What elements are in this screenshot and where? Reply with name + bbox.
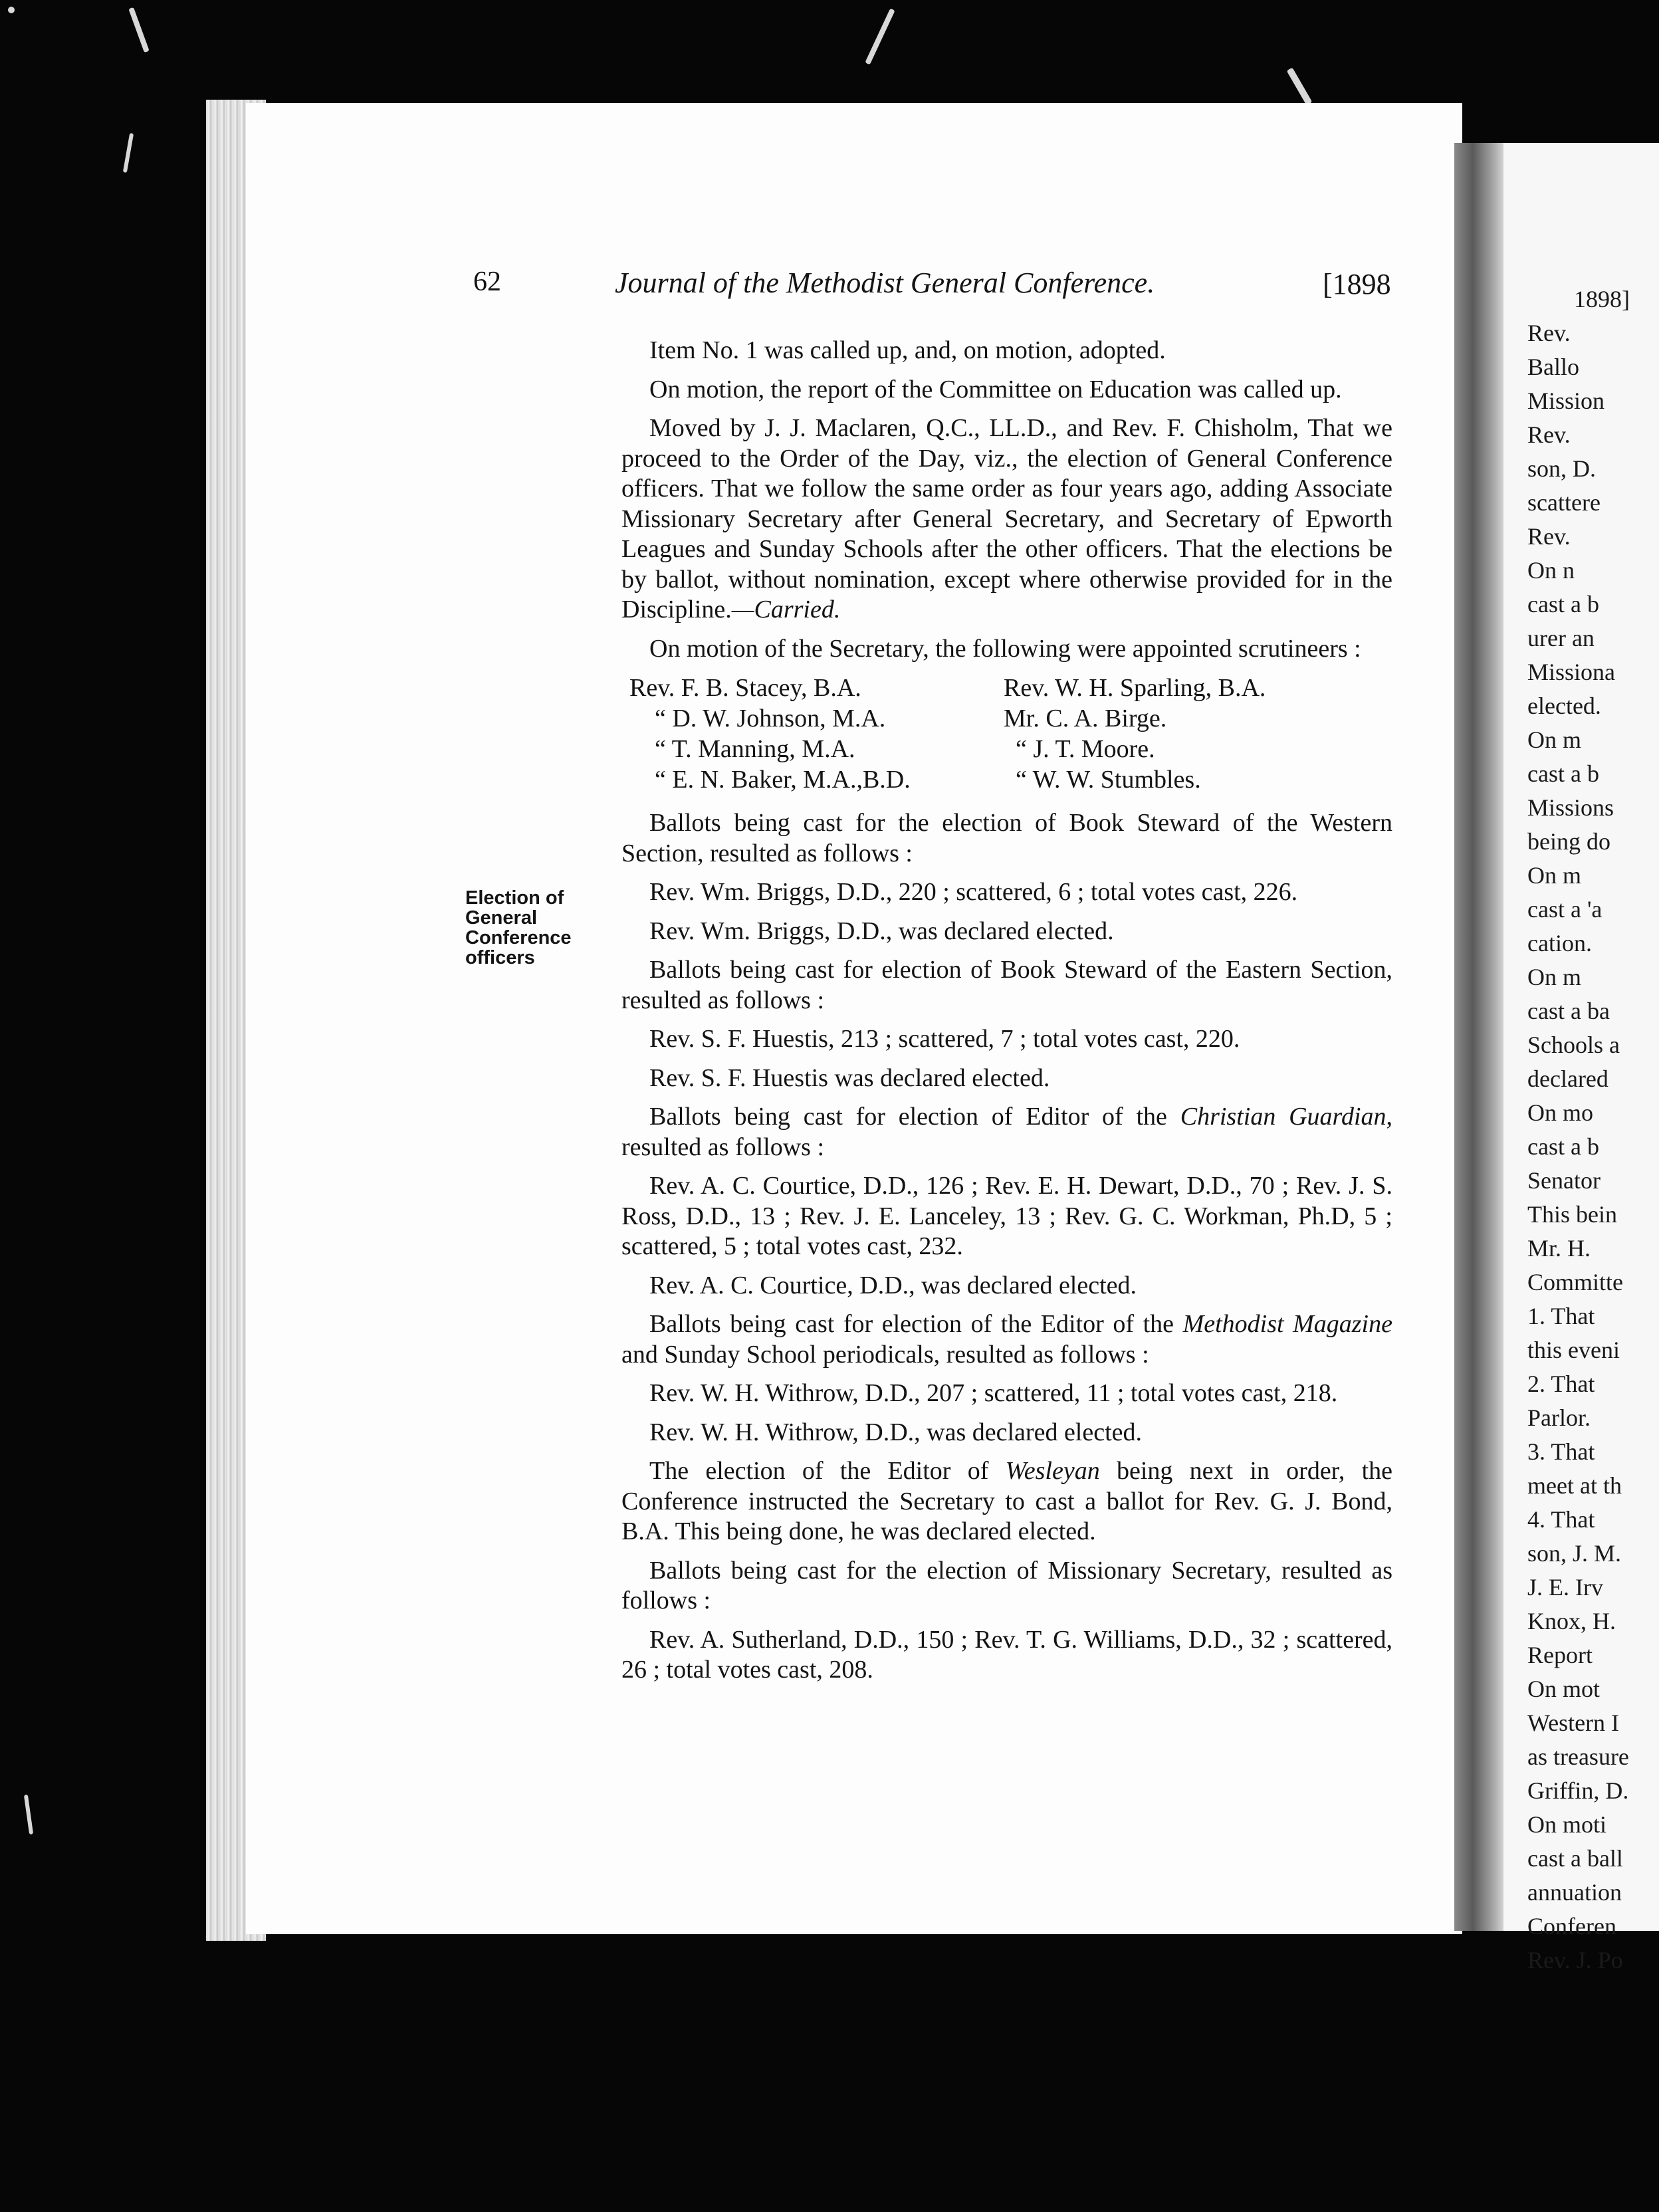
facing-page bbox=[1503, 143, 1659, 1973]
film-scratch bbox=[1287, 68, 1313, 106]
publication-title: Methodist Magazine bbox=[1182, 1310, 1392, 1338]
publication-title: Wesleyan bbox=[1005, 1457, 1100, 1485]
paragraph-text: Moved by J. J. Maclaren, Q.C., LL.D., and Rev. F. Chisholm, That we proceed to the Order of the Day, viz., the election of General Conference officers. That we follow the same order as four years ago, adding Associate Missionary Secretary after General Secretary, and Secretary of Epworth Leagues and Sunday Schools after the other officers. That the elections be by ballot, without nomination, except where otherwise provided for in the Discipline. bbox=[621, 414, 1392, 623]
facing-page-line: On n bbox=[1527, 557, 1575, 584]
scrutineer: “ W. W. Stumbles. bbox=[1016, 766, 1201, 794]
margin-note-line: officers bbox=[465, 947, 535, 968]
paragraph: Rev. S. F. Huestis, 213 ; scattered, 7 ; total votes cast, 220. bbox=[649, 1025, 1240, 1053]
facing-page-line: urer an bbox=[1527, 625, 1595, 651]
facing-page-line: meet at th bbox=[1527, 1472, 1622, 1499]
paragraph-text: being next in order, the Conference instructed the Secretary to cast a ballot for Rev. G. J. Bond, B.A. This being done, he was declared elected. bbox=[621, 1457, 1392, 1545]
film-scratch bbox=[24, 1795, 33, 1834]
facing-page-line: Mr. H. bbox=[1527, 1235, 1591, 1262]
facing-page-line: On mo bbox=[1527, 1099, 1593, 1126]
facing-page-line: son, D. bbox=[1527, 455, 1597, 482]
facing-page-line: Senator bbox=[1527, 1167, 1601, 1194]
facing-page-line: Western I bbox=[1527, 1710, 1620, 1736]
paragraph: Item No. 1 was called up, and, on motion, adopted. bbox=[649, 336, 1166, 364]
scrutineers-right-column bbox=[1004, 673, 1266, 795]
facing-page-line: Committe bbox=[1527, 1269, 1623, 1295]
margin-note bbox=[465, 888, 598, 968]
facing-page-line: this eveni bbox=[1527, 1337, 1620, 1363]
facing-page-line: J. E. Irv bbox=[1527, 1574, 1603, 1601]
paragraph: Rev. A. C. Courtice, D.D., was declared elected. bbox=[649, 1271, 1137, 1299]
publication-title: Christian Guardian bbox=[1180, 1103, 1386, 1131]
facing-page-line: Rev. bbox=[1527, 421, 1571, 448]
facing-page-line: On m bbox=[1527, 964, 1581, 990]
facing-page-line: elected. bbox=[1527, 693, 1601, 719]
scrutineer: “ T. Manning, M.A. bbox=[655, 735, 855, 763]
scrutineer: “ E. N. Baker, M.A.,B.D. bbox=[655, 766, 911, 794]
facing-page-line: cast a b bbox=[1527, 591, 1599, 617]
paragraph-text: Ballots being cast for election of the Editor of the bbox=[649, 1310, 1183, 1338]
paragraph: Rev. W. H. Withrow, D.D., 207 ; scattered, 11 ; total votes cast, 218. bbox=[649, 1379, 1338, 1407]
body-text bbox=[621, 336, 1392, 1694]
paragraph: On motion, the report of the Committee on Education was called up. bbox=[649, 375, 1342, 403]
facing-page-line: Report bbox=[1527, 1642, 1593, 1668]
book-gutter bbox=[1454, 143, 1507, 1931]
paragraph: Rev. Wm. Briggs, D.D., was declared elected. bbox=[649, 917, 1114, 945]
facing-page-line: as treasure bbox=[1527, 1743, 1629, 1770]
film-scratch bbox=[128, 7, 149, 53]
page-number: 62 bbox=[473, 267, 501, 297]
film-scratch bbox=[865, 9, 895, 65]
paragraph-text: , resulted as follows : bbox=[621, 1103, 1392, 1161]
running-year: [1898 bbox=[1323, 268, 1391, 300]
paragraph: Rev. Wm. Briggs, D.D., 220 ; scattered, 6 ; total votes cast, 226. bbox=[649, 878, 1298, 906]
facing-page-line: Rev. bbox=[1527, 523, 1571, 550]
margin-note-line: General bbox=[465, 907, 537, 929]
facing-page-line: On mot bbox=[1527, 1676, 1601, 1702]
facing-page-text bbox=[1503, 143, 1659, 1973]
paragraph: Ballots being cast for the election of Book Steward of the Western Section, resulted as follows : bbox=[621, 809, 1392, 867]
paragraph: Rev. S. F. Huestis was declared elected. bbox=[649, 1063, 1050, 1092]
facing-page-line: Schools a bbox=[1527, 1032, 1620, 1058]
paragraph-text: The election of the Editor of bbox=[649, 1457, 1006, 1485]
facing-page-line: Conferen bbox=[1527, 1913, 1616, 1939]
facing-page-line: 2. That bbox=[1527, 1371, 1595, 1397]
paragraph bbox=[621, 1456, 1392, 1547]
margin-note-line: Conference bbox=[465, 927, 572, 948]
facing-page-line: being do bbox=[1527, 828, 1610, 855]
paragraph: Rev. W. H. Withrow, D.D., was declared elected. bbox=[649, 1418, 1143, 1446]
facing-page-line: Rev. J. Po bbox=[1527, 1947, 1623, 1973]
paragraph: On motion of the Secretary, the following were appointed scrutineers : bbox=[649, 634, 1361, 663]
facing-page-line: On m bbox=[1527, 862, 1581, 889]
facing-page-line: 1898] bbox=[1574, 286, 1630, 312]
facing-page-line: 4. That bbox=[1527, 1506, 1595, 1533]
paragraph bbox=[621, 413, 1392, 625]
scrutineer: Rev. W. H. Sparling, B.A. bbox=[1004, 674, 1266, 702]
running-head: Journal of the Methodist General Conference. bbox=[615, 267, 1155, 299]
facing-page-line: 3. That bbox=[1527, 1438, 1595, 1465]
paragraph: Rev. A. Sutherland, D.D., 150 ; Rev. T. G. Williams, D.D., 32 ; scattered, 26 ; total votes cast, 208. bbox=[621, 1625, 1392, 1684]
facing-page-line: On moti bbox=[1527, 1811, 1607, 1838]
facing-page-line: This bein bbox=[1527, 1201, 1617, 1228]
scrutineer: Rev. F. B. Stacey, B.A. bbox=[629, 674, 861, 702]
facing-page-line: Parlor. bbox=[1527, 1404, 1591, 1431]
facing-page-line: Knox, H. bbox=[1527, 1608, 1616, 1634]
paragraph-text: and Sunday School periodicals, resulted as follows : bbox=[621, 1340, 1149, 1369]
facing-page-line: son, J. M. bbox=[1527, 1540, 1622, 1567]
facing-page-line: cast a ball bbox=[1527, 1845, 1623, 1872]
paragraph: Rev. A. C. Courtice, D.D., 126 ; Rev. E. H. Dewart, D.D., 70 ; Rev. J. S. Ross, D.D., 13 ; Rev. J. E. Lanceley, 13 ; Rev. G. C. Workman, Ph.D, 5 ; scattered, 5 ; total votes cast, 232. bbox=[621, 1172, 1392, 1260]
carried-note: —Carried. bbox=[731, 596, 841, 623]
facing-page-line: Ballo bbox=[1527, 354, 1579, 380]
scrutineer: “ J. T. Moore. bbox=[1016, 735, 1155, 763]
scrutineers-list bbox=[621, 673, 1392, 799]
facing-page-line: Mission bbox=[1527, 387, 1605, 414]
facing-page-line: Griffin, D. bbox=[1527, 1777, 1629, 1804]
facing-page-line: cast a b bbox=[1527, 760, 1599, 787]
paragraph-text: Ballots being cast for election of Editor of the bbox=[649, 1103, 1180, 1131]
facing-page-line: cast a 'a bbox=[1527, 896, 1603, 923]
facing-page-line: On m bbox=[1527, 726, 1581, 753]
facing-page-line: declared bbox=[1527, 1065, 1608, 1092]
facing-page-line: Missions bbox=[1527, 794, 1614, 821]
facing-page-line: cast a ba bbox=[1527, 998, 1610, 1024]
scrutineers-left-column bbox=[629, 673, 911, 795]
film-scratch bbox=[123, 133, 134, 173]
facing-page-line: cast a b bbox=[1527, 1133, 1599, 1160]
film-scratch bbox=[8, 7, 15, 13]
facing-page-line: 1. That bbox=[1527, 1303, 1595, 1329]
scrutineer: Mr. C. A. Birge. bbox=[1004, 705, 1167, 732]
facing-page-line: annuation bbox=[1527, 1879, 1622, 1906]
paragraph bbox=[621, 1309, 1392, 1370]
paragraph bbox=[621, 1102, 1392, 1162]
facing-page-line: Missiona bbox=[1527, 659, 1616, 685]
facing-page-line: scattere bbox=[1527, 489, 1601, 516]
scrutineer: “ D. W. Johnson, M.A. bbox=[655, 705, 886, 732]
facing-page-line: Rev. bbox=[1527, 320, 1571, 346]
facing-page-line: cation. bbox=[1527, 930, 1592, 956]
paragraph: Ballots being cast for the election of Missionary Secretary, resulted as follows : bbox=[621, 1556, 1392, 1614]
margin-note-line: Election of bbox=[465, 887, 564, 909]
paragraph: Ballots being cast for election of Book Steward of the Eastern Section, resulted as follows : bbox=[621, 956, 1392, 1014]
